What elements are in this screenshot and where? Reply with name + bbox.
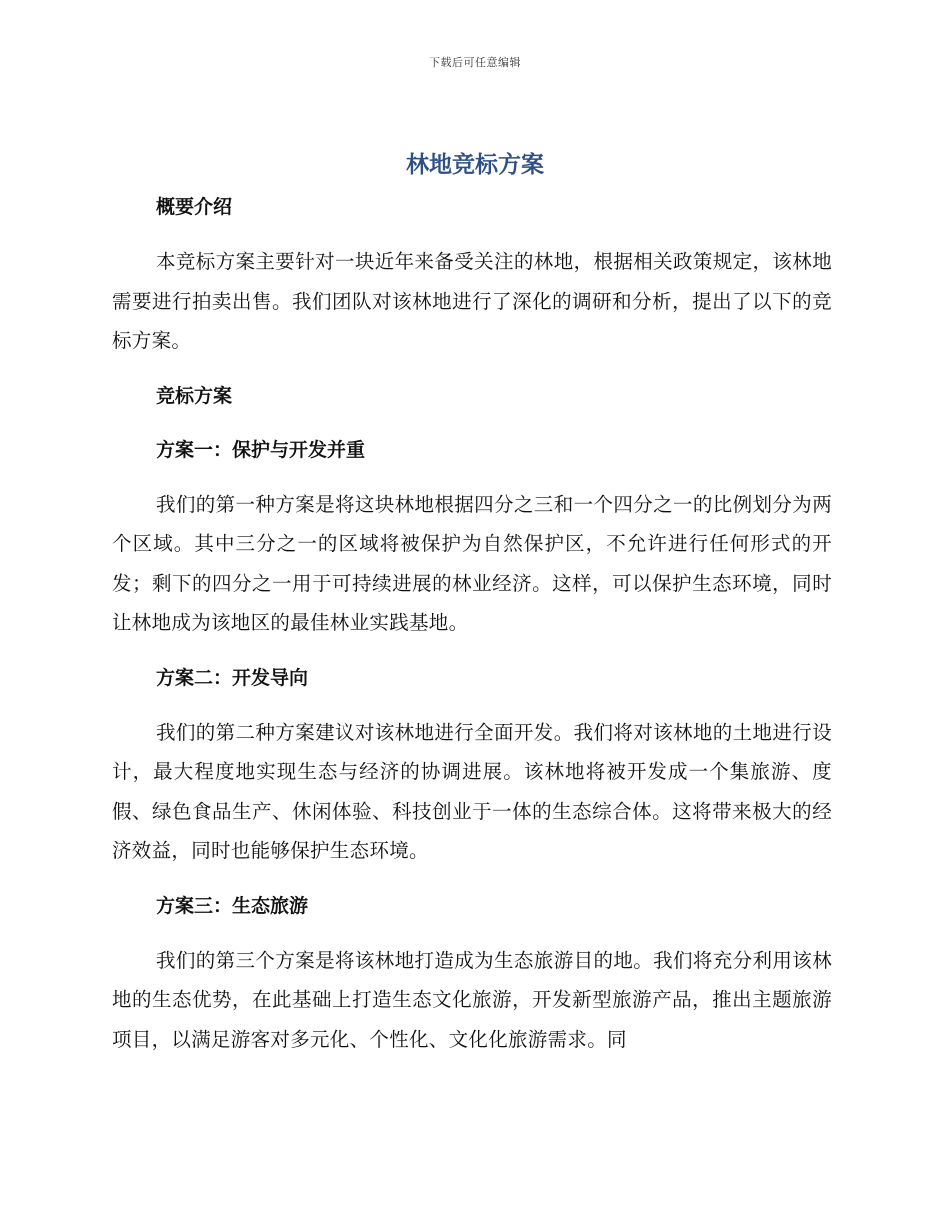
document-body bbox=[112, 188, 832, 1059]
document-title: 林地竞标方案 bbox=[406, 152, 544, 178]
subsection-heading-plan-3: 方案三：生态旅游 bbox=[156, 894, 309, 917]
page-header-note: 下载后可任意编辑 bbox=[429, 56, 521, 69]
subsection-heading-plan-1: 方案一：保护与开发并重 bbox=[156, 438, 366, 461]
paragraph-plan-2: 我们的第二种方案建议对该林地进行全面开发。我们将对该林地的土地进行设计，最大程度地实现生态与经济的协调进展。该林地将被开发成一个集旅游、度假、绿色食品生产、休闲体验、科技创业于一体的生态综合体。这将带来极大的经济效益，同时也能够保护生态环境。 bbox=[112, 720, 832, 862]
paragraph-plan-1: 我们的第一种方案是将这块林地根据四分之三和一个四分之一的比例划分为两个区域。其中三分之一的区域将被保护为自然保护区，不允许进行任何形式的开发；剩下的四分之一用于可持续进展的林业经济。这样，可以保护生态环境，同时让林地成为该地区的最佳林业实践基地。 bbox=[112, 492, 832, 634]
paragraph-overview: 本竞标方案主要针对一块近年来备受关注的林地，根据相关政策规定，该林地需要进行拍卖出售。我们团队对该林地进行了深化的调研和分析，提出了以下的竞标方案。 bbox=[112, 250, 832, 352]
subsection-heading-plan-2: 方案二：开发导向 bbox=[156, 666, 309, 689]
section-heading-overview: 概要介绍 bbox=[156, 196, 233, 218]
section-heading-plan: 竞标方案 bbox=[156, 384, 233, 407]
paragraph-plan-3: 我们的第三个方案是将该林地打造成为生态旅游目的地。我们将充分利用该林地的生态优势，在此基础上打造生态文化旅游，开发新型旅游产品，推出主题旅游项目，以满足游客对多元化、个性化、文化化旅游需求。同 bbox=[112, 948, 832, 1051]
